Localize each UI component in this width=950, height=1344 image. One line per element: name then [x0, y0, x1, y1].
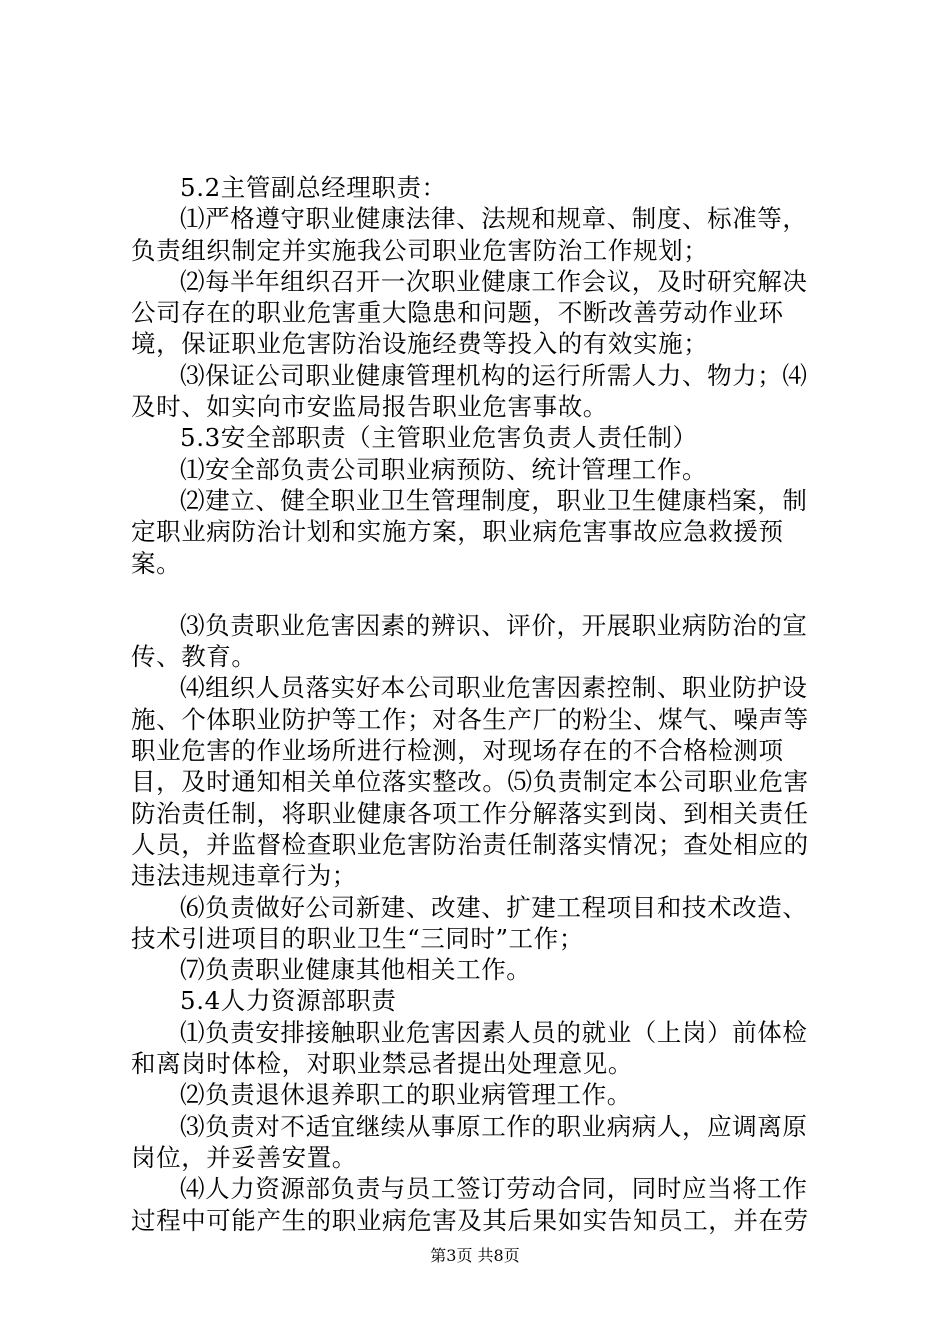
paragraph: ⑴严格遵守职业健康法律、法规和规章、制度、标准等，负责组织制定并实施我公司职业危害防治工作规划； [131, 204, 808, 265]
page-number-footer: 第3页 共8页 [430, 1246, 520, 1265]
document-body [131, 172, 831, 1236]
section-heading: 5.4人力资源部职责 [180, 986, 397, 1016]
paragraph: ⑺负责职业健康其他相关工作。 [180, 955, 532, 985]
paragraph: ⑶保证公司职业健康管理机构的运行所需人力、物力；⑷及时、如实向市安监局报告职业危害事故。 [131, 360, 808, 422]
paragraph: ⑶负责职业危害因素的辨识、评价，开展职业病防治的宣传、教育。 [131, 610, 808, 672]
section-heading: 5.3安全部职责（主管职业危害负责人责任制） [180, 423, 698, 453]
paragraph: ⑴安全部负责公司职业病预防、统计管理工作。 [180, 454, 708, 484]
paragraph: ⑵每半年组织召开一次职业健康工作会议，及时研究解决公司存在的职业危害重大隐患和问题，不断改善劳动作业环境，保证职业危害防治设施经费等投入的有效实施； [131, 266, 808, 359]
paragraph: ⑶负责对不适宜继续从事原工作的职业病病人，应调离原岗位，并妥善安置。 [131, 1111, 808, 1172]
paragraph: ⑵负责退休退养职工的职业病管理工作。 [180, 1080, 632, 1110]
paragraph: ⑴负责安排接触职业危害因素人员的就业（上岗）前体检和离岗时体检，对职业禁忌者提出处理意见。 [131, 1017, 808, 1079]
paragraph: ⑹负责做好公司新建、改建、扩建工程项目和技术改造、技术引进项目的职业卫生“三同时”工作； [131, 892, 808, 953]
section-heading: 5.2主管副总经理职责： [180, 173, 447, 202]
paragraph: ⑷组织人员落实好本公司职业危害因素控制、职业防护设施、个体职业防护等工作；对各生产厂的粉尘、煤气、噪声等职业危害的作业场所进行检测，对现场存在的不合格检测项目，及时通知相关单位落实整改。⑸负责制定本公司职业危害防治责任制，将职业健康各项工作分解落实到岗、到相关责任人员，并监督检查职业危害防治责任制落实情况；查处相应的违法违规违章行为； [131, 673, 809, 891]
paragraph: ⑵建立、健全职业卫生管理制度，职业卫生健康档案，制定职业病防治计划和实施方案，职业病危害事故应急救援预案。 [131, 485, 808, 578]
paragraph: ⑷人力资源部负责与员工签订劳动合同，同时应当将工作过程中可能产生的职业病危害及其后果如实告知员工，并在劳 [131, 1174, 809, 1235]
